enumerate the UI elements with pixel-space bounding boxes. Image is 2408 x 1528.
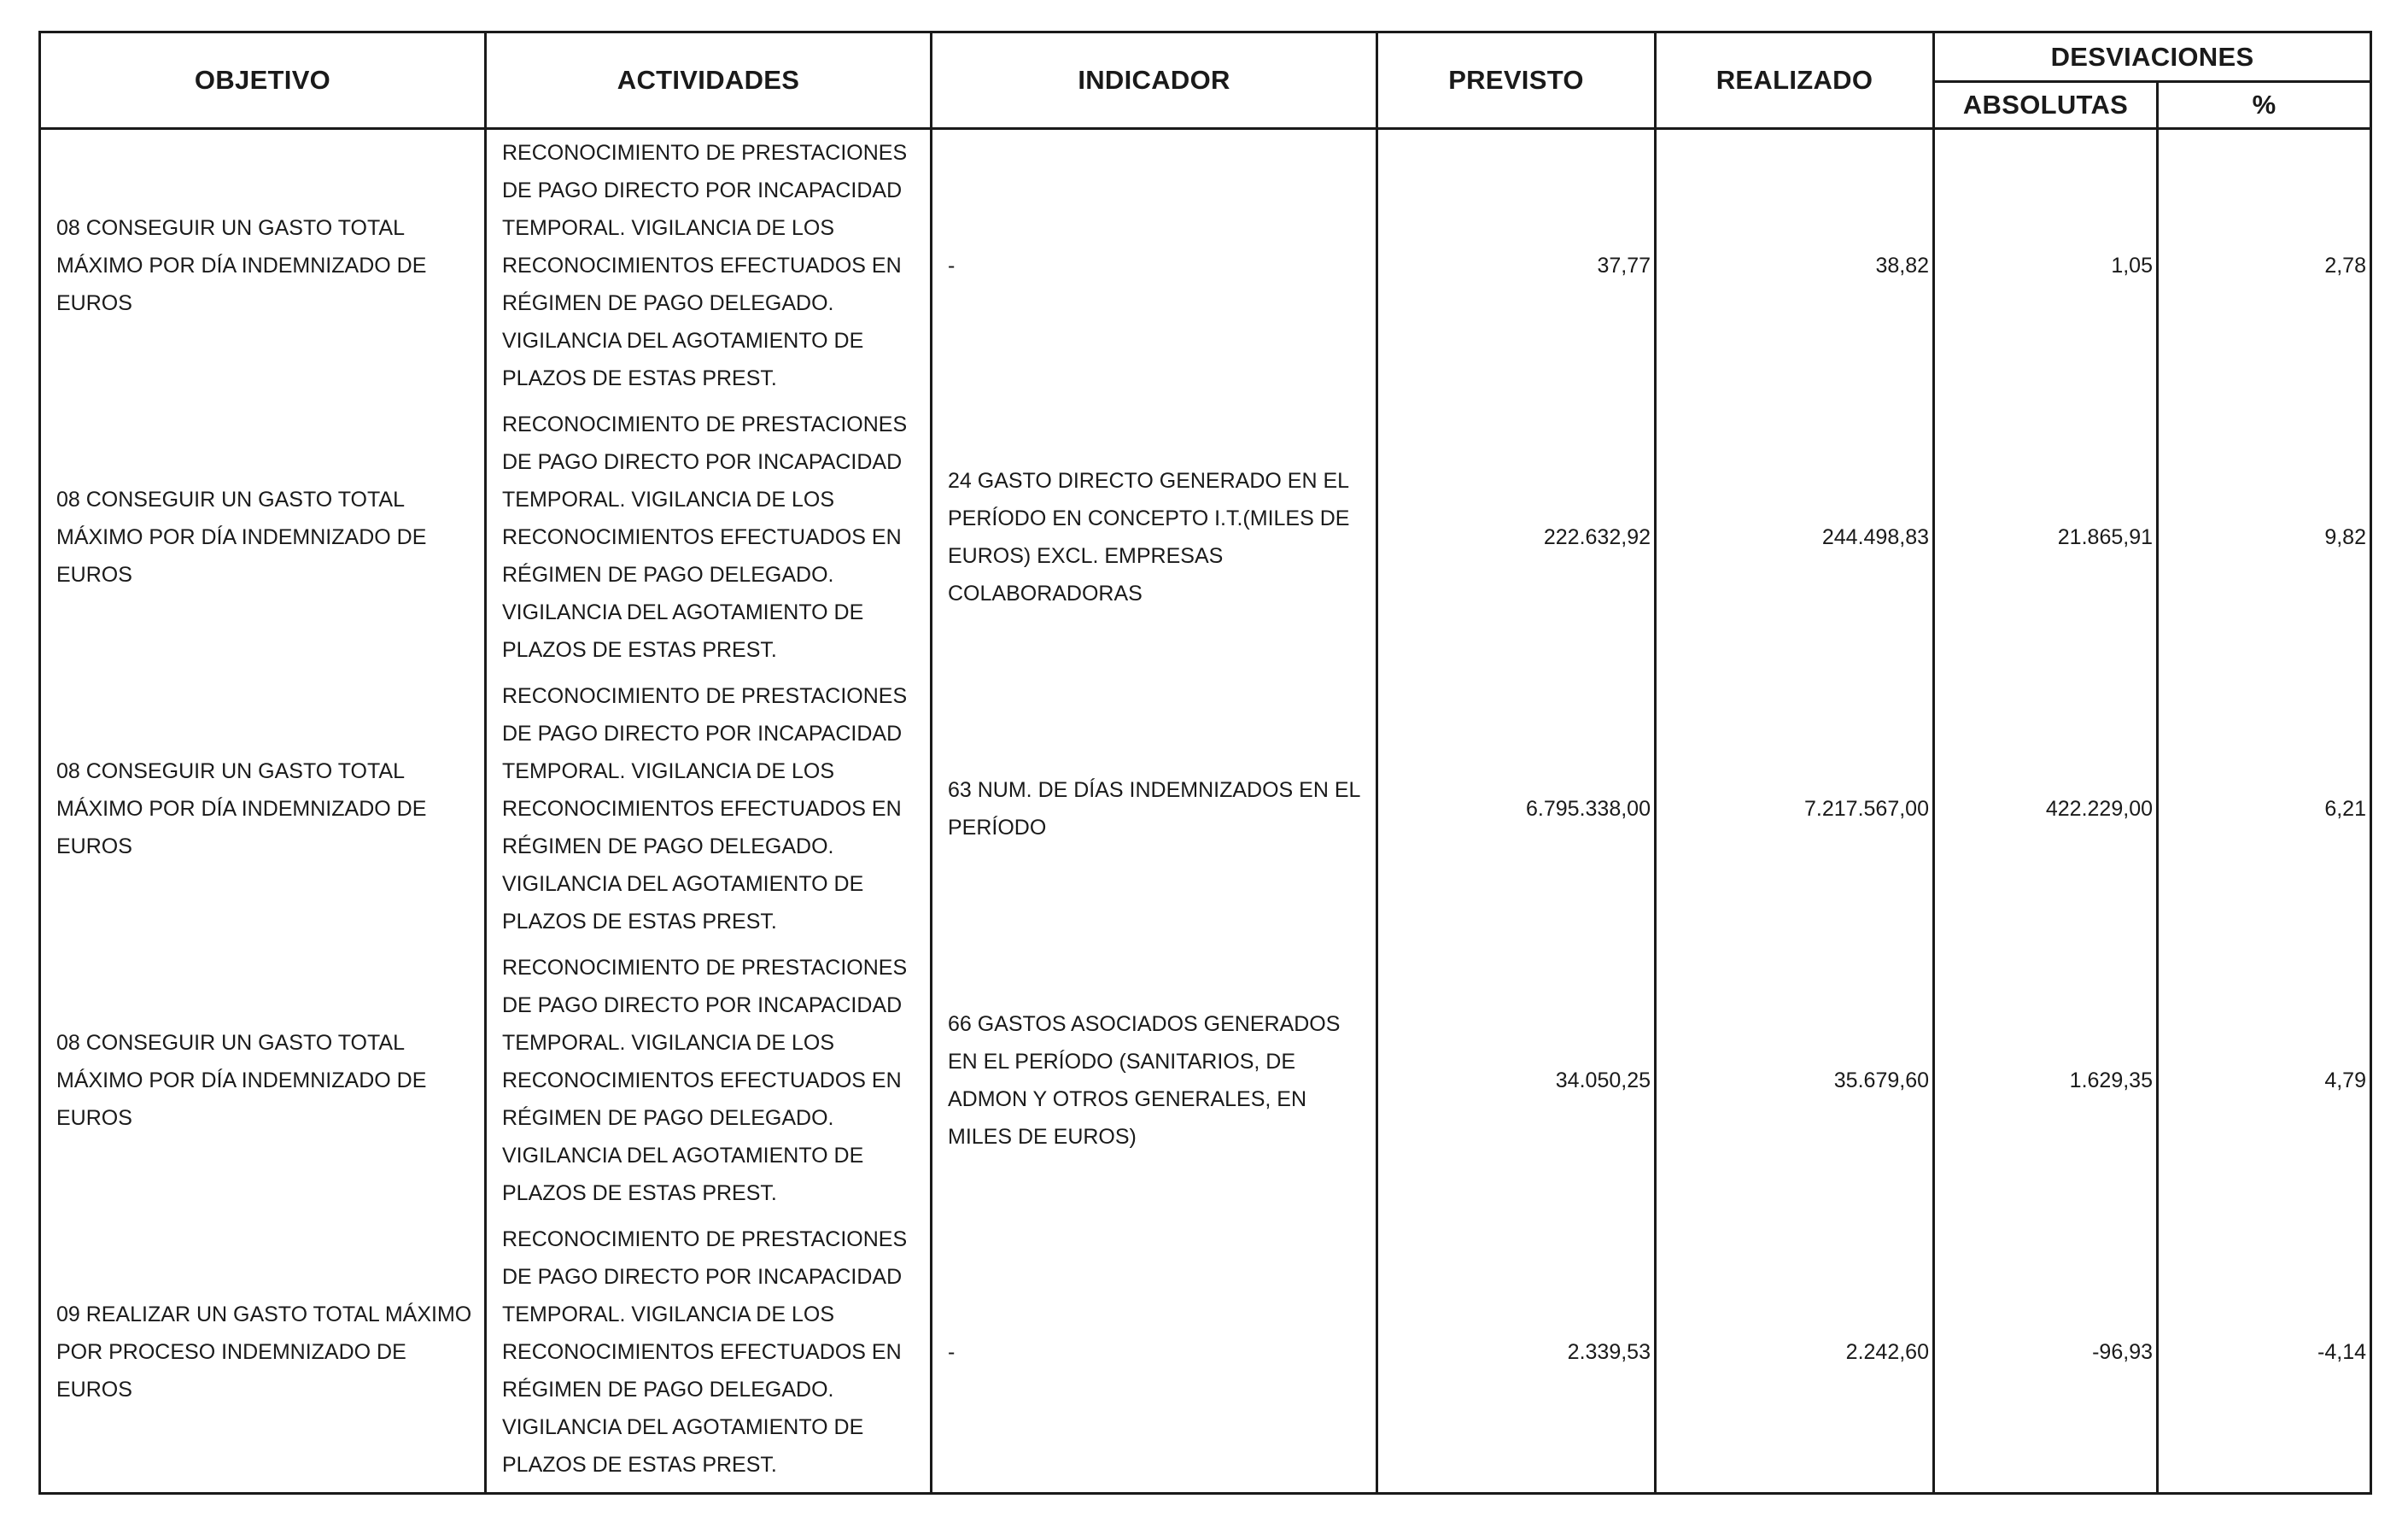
cell-objetivo: 08 CONSEGUIR UN GASTO TOTAL MÁXIMO POR DÍA INDEMNIZADO DE EUROS <box>56 216 427 315</box>
cell-realizado: 2.242,60 <box>1845 1340 1929 1364</box>
cell-porcentaje: 2,78 <box>2324 254 2366 278</box>
table-row <box>41 1216 2370 1488</box>
cell-actividades: RECONOCIMIENTO DE PRESTACIONES DE PAGO DIRECTO POR INCAPACIDAD TEMPORAL. VIGILANCIA DE LOS RECONOCIMIENTOS EFECTUADOS EN RÉGIMEN DE PAGO DELEGADO. VIGILANCIA DEL AGOTAMIENTO DE PLAZOS DE ESTAS PREST. <box>502 956 908 1205</box>
cell-actividades: RECONOCIMIENTO DE PRESTACIONES DE PAGO DIRECTO POR INCAPACIDAD TEMPORAL. VIGILANCIA DE LOS RECONOCIMIENTOS EFECTUADOS EN RÉGIMEN DE PAGO DELEGADO. VIGILANCIA DEL AGOTAMIENTO DE PLAZOS DE ESTAS PREST. <box>502 684 908 934</box>
cell-realizado: 35.679,60 <box>1833 1068 1929 1092</box>
cell-absolutas: 21.865,91 <box>2057 525 2153 549</box>
cell-actividades: RECONOCIMIENTO DE PRESTACIONES DE PAGO DIRECTO POR INCAPACIDAD TEMPORAL. VIGILANCIA DE LOS RECONOCIMIENTOS EFECTUADOS EN RÉGIMEN DE PAGO DELEGADO. VIGILANCIA DEL AGOTAMIENTO DE PLAZOS DE ESTAS PREST. <box>502 413 908 662</box>
table-row <box>41 673 2370 945</box>
cell-indicador: 63 NUM. DE DÍAS INDEMNIZADOS EN EL PERÍODO <box>948 778 1361 840</box>
header-realizado: REALIZADO <box>1715 65 1873 95</box>
header-absolutas: ABSOLUTAS <box>1962 90 2129 120</box>
cell-previsto: 222.632,92 <box>1543 525 1651 549</box>
cell-realizado: 38,82 <box>1875 254 1929 278</box>
cell-previsto: 6.795.338,00 <box>1526 797 1651 821</box>
cell-porcentaje: 4,79 <box>2324 1068 2366 1092</box>
header-previsto: PREVISTO <box>1448 65 1584 95</box>
cell-porcentaje: 6,21 <box>2324 797 2366 821</box>
cell-previsto: 2.339,53 <box>1567 1340 1651 1364</box>
cell-absolutas: 1,05 <box>2111 254 2153 278</box>
table-row <box>41 130 2370 401</box>
cell-objetivo: 09 REALIZAR UN GASTO TOTAL MÁXIMO POR PROCESO INDEMNIZADO DE EUROS <box>56 1303 472 1402</box>
cell-previsto: 37,77 <box>1597 254 1651 278</box>
cell-previsto: 34.050,25 <box>1555 1068 1651 1092</box>
table-row <box>41 945 2370 1216</box>
cell-absolutas: 1.629,35 <box>2069 1068 2153 1092</box>
objectives-table <box>38 31 2372 1495</box>
cell-objetivo: 08 CONSEGUIR UN GASTO TOTAL MÁXIMO POR DÍA INDEMNIZADO DE EUROS <box>56 488 427 587</box>
cell-absolutas: -96,93 <box>2092 1340 2153 1364</box>
cell-porcentaje: -4,14 <box>2317 1340 2366 1364</box>
cell-actividades: RECONOCIMIENTO DE PRESTACIONES DE PAGO DIRECTO POR INCAPACIDAD TEMPORAL. VIGILANCIA DE LOS RECONOCIMIENTOS EFECTUADOS EN RÉGIMEN DE PAGO DELEGADO. VIGILANCIA DEL AGOTAMIENTO DE PLAZOS DE ESTAS PREST. <box>502 1227 908 1477</box>
header-actividades: ACTIVIDADES <box>617 65 800 95</box>
cell-realizado: 7.217.567,00 <box>1804 797 1929 821</box>
cell-absolutas: 422.229,00 <box>2045 797 2153 821</box>
header-indicador: INDICADOR <box>1078 65 1230 95</box>
cell-porcentaje: 9,82 <box>2324 525 2366 549</box>
cell-indicador: 24 GASTO DIRECTO GENERADO EN EL PERÍODO EN CONCEPTO I.T.(MILES DE EUROS) EXCL. EMPRESAS COLABORADORAS <box>948 469 1350 606</box>
cell-realizado: 244.498,83 <box>1821 525 1929 549</box>
cell-indicador: - <box>948 254 956 278</box>
cell-indicador: - <box>948 1340 956 1364</box>
cell-actividades: RECONOCIMIENTO DE PRESTACIONES DE PAGO DIRECTO POR INCAPACIDAD TEMPORAL. VIGILANCIA DE LOS RECONOCIMIENTOS EFECTUADOS EN RÉGIMEN DE PAGO DELEGADO. VIGILANCIA DEL AGOTAMIENTO DE PLAZOS DE ESTAS PREST. <box>502 141 908 390</box>
cell-objetivo: 08 CONSEGUIR UN GASTO TOTAL MÁXIMO POR DÍA INDEMNIZADO DE EUROS <box>56 759 427 858</box>
cell-indicador: 66 GASTOS ASOCIADOS GENERADOS EN EL PERÍODO (SANITARIOS, DE ADMON Y OTROS GENERALES, EN MILES DE EUROS) <box>948 1012 1341 1149</box>
header-porcentaje: % <box>2252 90 2276 120</box>
header-desviaciones: DESVIACIONES <box>2050 41 2254 72</box>
cell-objetivo: 08 CONSEGUIR UN GASTO TOTAL MÁXIMO POR DÍA INDEMNIZADO DE EUROS <box>56 1031 427 1130</box>
table-row <box>41 401 2370 673</box>
header-objetivo: OBJETIVO <box>194 65 331 95</box>
